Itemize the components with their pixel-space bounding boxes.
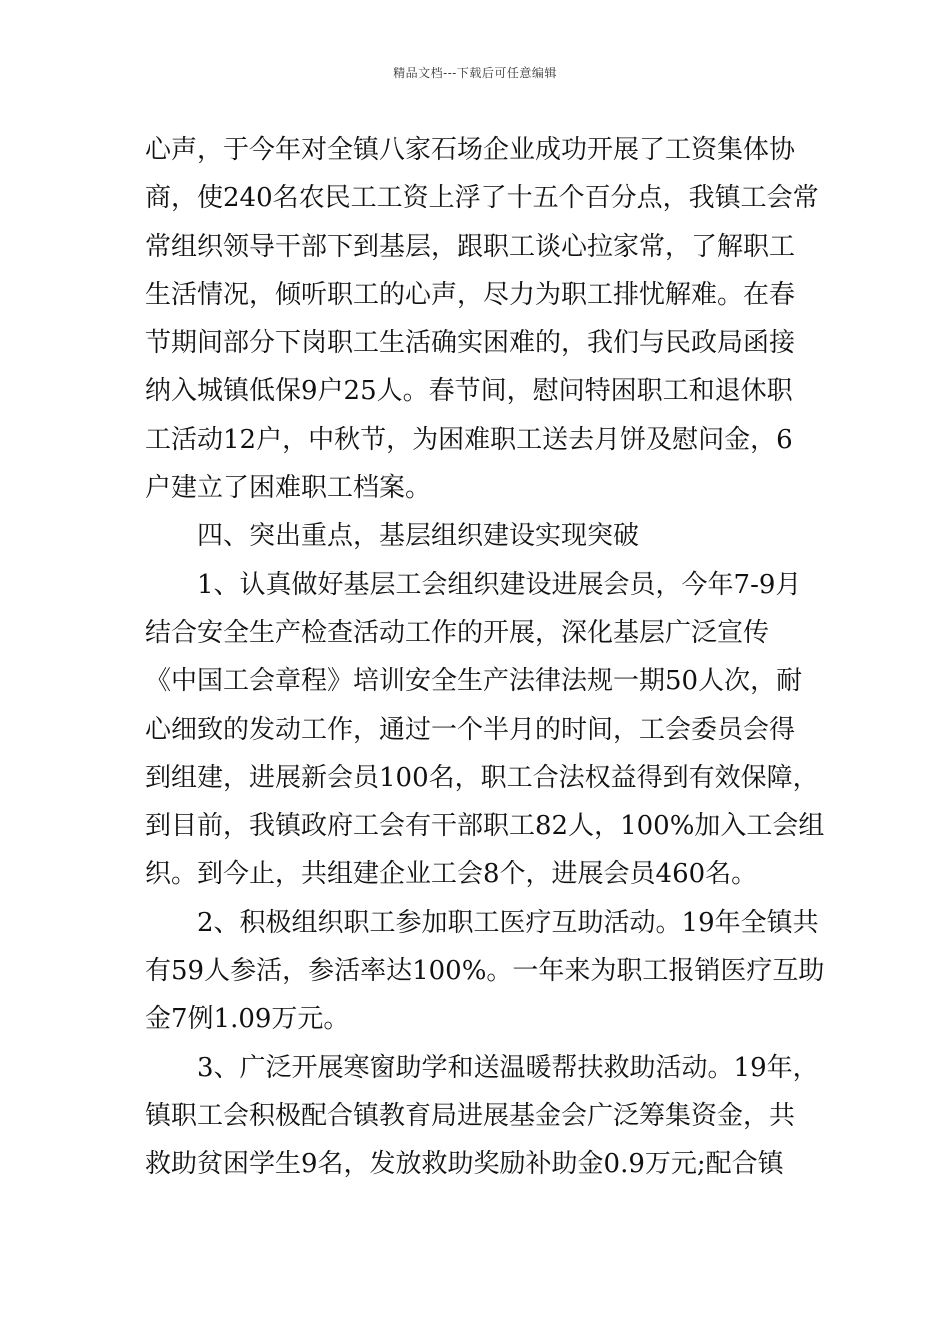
paragraph-line: 纳入城镇低保9户25人。春节间，慰问特困职工和退休职	[145, 376, 793, 407]
paragraph-line: 工活动12户，中秋节，为困难职工送去月饼及慰问金，6	[145, 424, 793, 455]
body-text	[145, 126, 825, 1189]
paragraph-line: 镇职工会积极配合镇教育局进展基金会广泛筹集资金，共	[145, 1100, 796, 1131]
paragraph-line: 户建立了困难职工档案。	[145, 473, 432, 504]
paragraph-line: 节期间部分下岗职工生活确实困难的，我们与民政局函接	[145, 328, 796, 359]
paragraph-line: 到目前，我镇政府工会有干部职工82人，100%加入工会组	[145, 811, 825, 842]
paragraph-line: 到组建，进展新会员100名，职工合法权益得到有效保障，	[145, 762, 819, 793]
section-heading: 四、突出重点，基层组织建设实现突破	[197, 521, 640, 552]
paragraph-line: 常组织领导干部下到基层，跟职工谈心拉家常，了解职工	[145, 231, 796, 262]
paragraph-line: 织。到今止，共组建企业工会8个，进展会员460名。	[145, 859, 758, 890]
paragraph-line: 2、积极组织职工参加职工医疗互助活动。19年全镇共	[197, 907, 819, 938]
paragraph-line: 1、认真做好基层工会组织建设进展会员，今年7-9月	[197, 569, 802, 600]
paragraph-line: 心声，于今年对全镇八家石场企业成功开展了工资集体协	[145, 135, 796, 165]
paragraph-line: 3、广泛开展寒窗助学和送温暖帮扶救助活动。19年，	[197, 1052, 819, 1083]
paragraph-line: 商，使240名农民工工资上浮了十五个百分点，我镇工会常	[145, 183, 819, 214]
page-header: 精品文档---下载后可任意编辑	[393, 66, 557, 80]
paragraph-line: 生活情况，倾听职工的心声，尽力为职工排忧解难。在春	[145, 279, 796, 310]
paragraph-line: 金7例1.09万元。	[145, 1004, 350, 1035]
paragraph-line: 结合安全生产检查活动工作的开展，深化基层广泛宣传	[145, 617, 770, 648]
paragraph-line: 有59人参活，参活率达100%。一年来为职工报销医疗互助	[145, 956, 825, 987]
paragraph-line: 心细致的发动工作，通过一个半月的时间，工会委员会得	[145, 714, 796, 745]
paragraph-line: 救助贫困学生9名，发放救助奖励补助金0.9万元;配合镇	[145, 1149, 784, 1180]
paragraph-line: 《中国工会章程》培训安全生产法律法规一期50人次，耐	[145, 666, 803, 697]
